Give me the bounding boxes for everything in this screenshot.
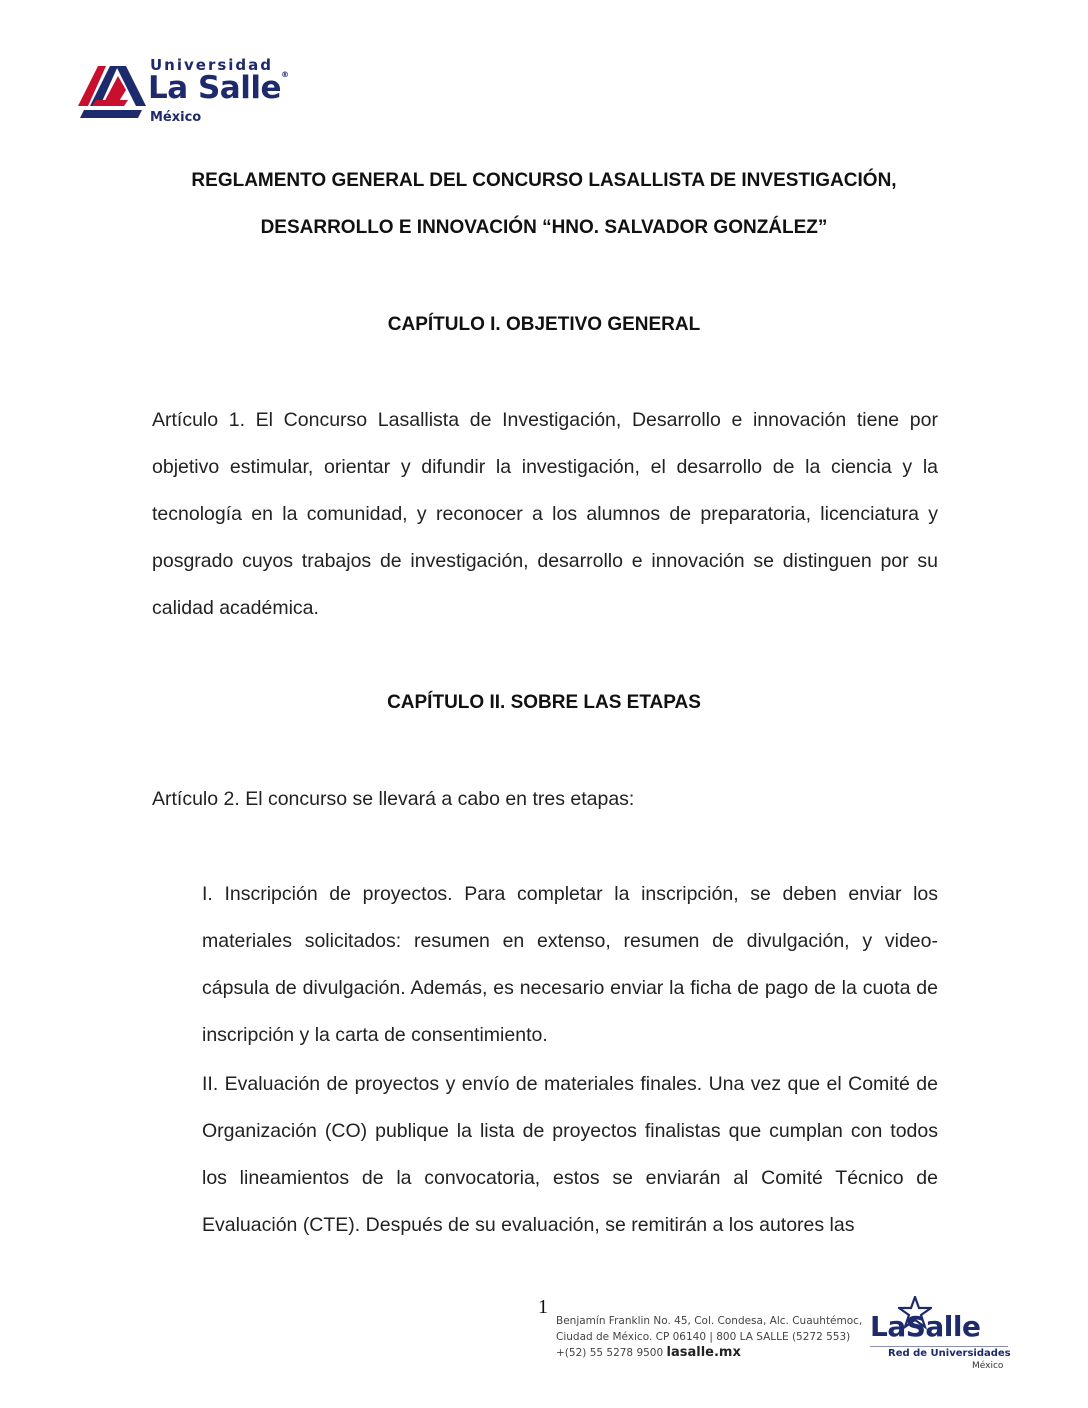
universidad-la-salle-logo bbox=[76, 58, 306, 130]
document-title-line1: REGLAMENTO GENERAL DEL CONCURSO LASALLISTA DE INVESTIGACIÓN, bbox=[191, 170, 897, 191]
logo-brand-text: LaSalle bbox=[870, 1310, 981, 1343]
stage1-paragraph: I. Inscripción de proyectos. Para completar la inscripción, se deben enviar los materiales solicitados: resumen en extenso, resumen de divulgación, y video-cápsula de divulgación. Además, es necesario enviar la ficha de pago de la cuota de inscripción y la carta de consentimiento. bbox=[202, 883, 938, 1046]
article1-paragraph: Artículo 1. El Concurso Lasallista de Investigación, Desarrollo e innovación tiene por objetivo estimular, orientar y difundir la investigación, el desarrollo de la ciencia y la tecnología en la comunidad, y reconocer a los alumnos de preparatoria, licenciatura y posgrado cuyos trabajos de investigación, desarrollo e innovación se distinguen por su calidad académica. bbox=[152, 409, 938, 619]
article2-paragraph: Artículo 2. El concurso se llevará a cabo en tres etapas: bbox=[152, 788, 635, 810]
website-link[interactable]: lasalle.mx bbox=[666, 1345, 741, 1360]
logo-divider bbox=[870, 1346, 1008, 1347]
address-line2: Ciudad de México. CP 06140 | 800 LA SALLE (5272 553) bbox=[556, 1331, 851, 1343]
star-icon bbox=[898, 1296, 932, 1330]
phone-number: +(52) 55 5278 9500 bbox=[556, 1347, 664, 1359]
logo-country-text: México bbox=[972, 1361, 1004, 1371]
stage2-paragraph: II. Evaluación de proyectos y envío de materiales finales. Una vez que el Comité de Organización (CO) publique la lista de proyectos finalistas que cumplan con todos los lineamientos de la convocatoria, estos se enviarán al Comité Técnico de Evaluación (CTE). Después de su evaluación, se remitirán a los autores las bbox=[202, 1073, 938, 1236]
logo-network-text: Red de Universidades bbox=[888, 1348, 1011, 1359]
footer-address bbox=[556, 1313, 862, 1361]
page-number: 1 bbox=[538, 1296, 548, 1318]
chapter1-heading: CAPÍTULO I. OBJETIVO GENERAL bbox=[387, 314, 701, 335]
address-line3 bbox=[556, 1345, 862, 1361]
address-line1: Benjamín Franklin No. 45, Col. Condesa, Alc. Cuauhtémoc, bbox=[556, 1315, 863, 1327]
logo-line-universidad: Universidad bbox=[150, 56, 274, 74]
logo-line-la-salle: La Salle® bbox=[148, 70, 289, 106]
logo-line-mexico: México bbox=[150, 110, 202, 125]
la-salle-emblem-icon bbox=[76, 60, 148, 124]
chapter2-heading: CAPÍTULO II. SOBRE LAS ETAPAS bbox=[387, 692, 701, 713]
document-title-line2: DESARROLLO E INNOVACIÓN “HNO. SALVADOR GONZÁLEZ” bbox=[260, 217, 828, 238]
red-universidades-logo bbox=[868, 1296, 1018, 1376]
